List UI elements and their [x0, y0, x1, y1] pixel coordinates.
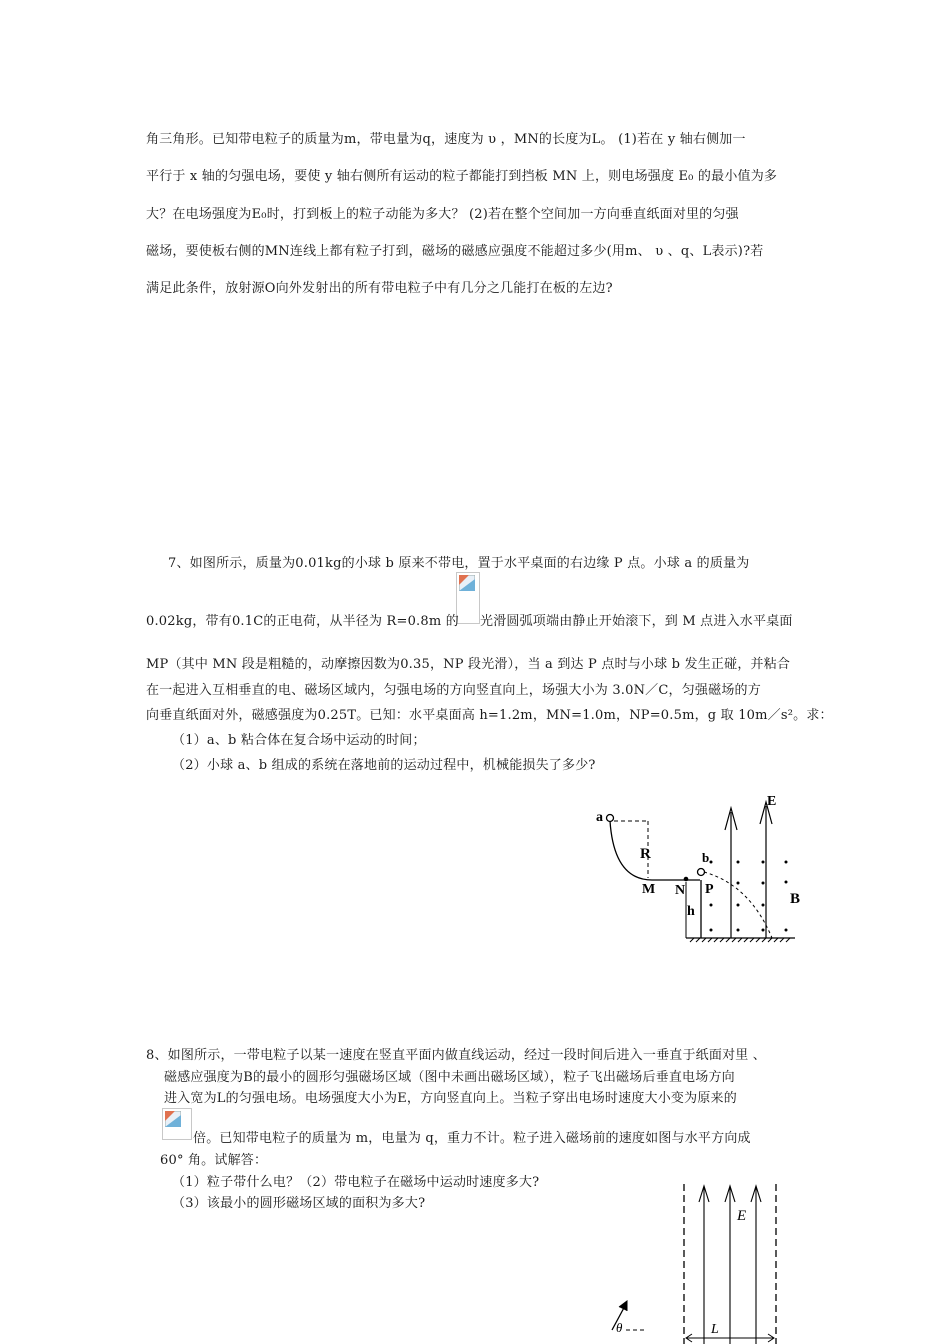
p7-line-2b: 光滑圆弧项端由静止开始滚下，到 M 点进入水平桌面	[480, 614, 793, 629]
figure-8-diagram	[600, 1180, 800, 1344]
p7-line-2a: 0.02kg，带有0.1C的正电荷，从半径为 R=0.8m 的	[146, 614, 459, 629]
label-L: L	[711, 1322, 719, 1337]
p8-question-1: （1）粒子带什么电？（2）带电粒子在磁场中运动时速度多大?	[172, 1175, 540, 1190]
p7-line-5: 向垂直纸面对外，磁感强度为0.25T。已知：水平桌面高 h=1.2m，MN=1.0m，NP=0.5m，g 取 10m／s²。求：	[146, 708, 833, 723]
label-a: a	[596, 810, 603, 825]
figure-7-diagram	[590, 790, 800, 950]
label-h: h	[687, 904, 695, 919]
p7-question-2: （2）小球 a、b 组成的系统在落地前的运动过程中，机械能损失了多少?	[172, 758, 596, 773]
label-b: b	[702, 850, 710, 865]
point-N	[684, 877, 689, 882]
label-M: M	[642, 882, 656, 897]
p8-line-4: 倍。已知带电粒子的质量为 m，电量为 q，重力不计。粒子进入磁场前的速度如图与水平方向成	[193, 1131, 751, 1146]
p6-line-1: 角三角形。已知带电粒子的质量为m，带电量为q，速度为 υ ，MN的长度为L。 (1)若在 y 轴右侧加一	[146, 132, 746, 147]
label-B: B	[790, 891, 800, 907]
broken-image-icon	[456, 572, 480, 624]
ball-a	[607, 815, 614, 822]
broken-image-icon-2	[162, 1108, 192, 1140]
label-E: E	[767, 794, 777, 809]
p6-line-5: 满足此条件，放射源O向外发射出的所有带电粒子中有几分之几能打在板的左边?	[146, 281, 613, 296]
arc-track	[610, 821, 700, 880]
p8-line-5: 60° 角。试解答：	[160, 1153, 268, 1168]
label-E: E	[737, 1208, 747, 1224]
p7-question-1: （1）a、b 粘合体在复合场中运动的时间；	[172, 733, 426, 748]
label-P: P	[705, 882, 714, 897]
label-R: R	[640, 846, 651, 862]
p8-line-1: 8、如图所示，一带电粒子以某一速度在竖直平面内做直线运动，经过一段时间后进入一垂直于纸面对里 、	[146, 1048, 767, 1063]
p7-line-4: 在一起进入互相垂直的电、磁场区域内，匀强电场的方向竖直向上，场强大小为 3.0N／C，匀强磁场的方	[146, 683, 761, 698]
label-N: N	[675, 883, 686, 898]
p7-line-1: 7、如图所示，质量为0.01kg的小球 b 原来不带电，置于水平桌面的右边缘 P 点。小球 a 的质量为	[168, 556, 750, 571]
ball-b	[698, 869, 705, 876]
label-theta: θ	[616, 1320, 623, 1335]
p8-line-3: 进入宽为L的匀强电场。电场强度大小为E，方向竖直向上。当粒子穿出电场时速度大小变为原来的	[164, 1091, 737, 1106]
p6-line-3: 大？在电场强度为E₀时，打到板上的粒子动能为多大？ (2)若在整个空间加一方向垂直纸面对里的匀强	[146, 207, 739, 222]
p6-line-4: 磁场，要使板右侧的MN连线上都有粒子打到，磁场的磁感应强度不能超过多少(用m、 υ 、q、L表示)?若	[146, 244, 764, 259]
p7-line-3: MP（其中 MN 段是粗糙的，动摩擦因数为0.35，NP 段光滑），当 a 到达 P 点时与小球 b 发生正碰，并粘合	[146, 657, 791, 672]
magnetic-field-dots	[710, 861, 788, 932]
p6-line-2: 平行于 x 轴的匀强电场，要使 y 轴右侧所有运动的粒子都能打到挡板 MN 上，则电场强度 E₀ 的最小值为多	[146, 169, 778, 184]
p8-line-2: 磁感应强度为B的最小的圆形匀强磁场区域（图中未画出磁场区域），粒子飞出磁场后垂直电场方向	[164, 1070, 735, 1085]
p8-question-2: （3）该最小的圆形磁场区域的面积为多大?	[172, 1196, 426, 1211]
